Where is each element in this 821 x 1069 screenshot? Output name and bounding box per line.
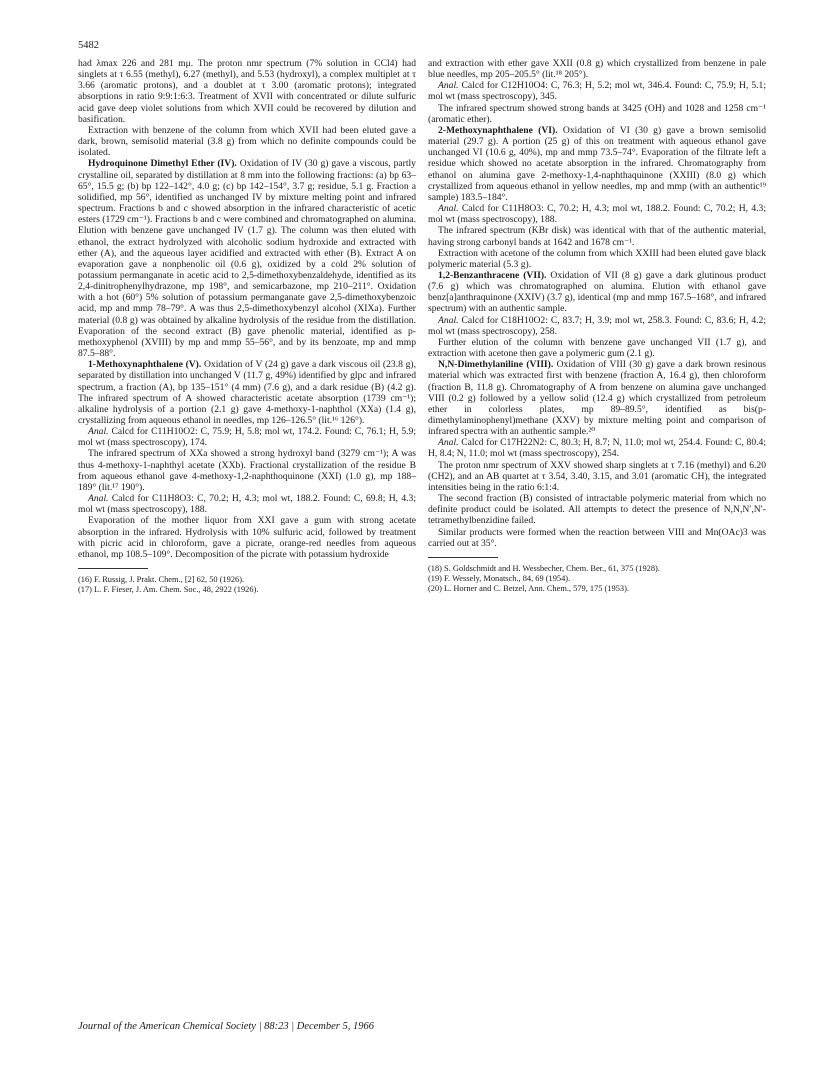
paragraph-text: The infrared spectrum showed strong bands at 3425 (OH) and 1028 and 1258 cm⁻¹ (aromatic ether). (428, 102, 766, 125)
paragraph (428, 437, 766, 459)
paragraph (428, 58, 766, 80)
analysis-label: Anal. (438, 437, 459, 449)
left-column (78, 58, 416, 595)
paragraph-text: Evaporation of the mother liquor from XXI gave a gum with strong acetate absorption in the infrared. Hydrolysis with 10% sulfuric acid, followed by treatment with picric acid in chloroform, gave a picrate, orange-red needles from aqueous ethanol, mp 108.5–109°. Decomposition of the picrate with potassium hydroxide (78, 515, 416, 560)
section-heading: Hydroquinone Dimethyl Ether (IV). (88, 158, 237, 170)
analysis-label: Anal. (438, 314, 459, 326)
analysis-label: Anal. (438, 203, 459, 215)
paragraph (428, 203, 766, 225)
analysis-label: Anal. (88, 426, 109, 438)
footnote-rule (428, 557, 498, 558)
paragraph-text: Oxidation of VI (30 g) gave a brown semisolid material (29.7 g). A portion (25 g) of this on treatment with aqueous ethanol gave unchanged VI (10.6 g, 40%), mp and mmp 73.5–74°. Evaporation of the filtrate left a residue which showed no acetate absorption in the infrared. Chromatography from ethanol on alumina gave 2-methoxy-1,4-naphthaquinone (XXIII) (8.0 g) which crystallized from aqueous ethanol in yellow needles, mp and mmp (with an authentic¹⁹ sample) 183.5–184°. (428, 124, 766, 203)
paragraph-text: Oxidation of VII (8 g) gave a dark glutinous product (7.6 g) which was chromatographed on alumina. Elution with ethanol gave benz[a]anthraquinone (XXIV) (3.7 g), identical (mp and mmp 167.5–168°, and infrared spectrum) with an authentic sample. (428, 269, 766, 315)
paragraph-text: The infrared spectrum of XXa showed a strong hydroxyl band (3279 cm⁻¹); A was thus 4-methoxy-1-naphthyl acetate (XXb). Fractional crystallization of the residue B from aqueous ethanol gave 4-methoxy-1,2-naphthoquinone (XXI) (1.0 g), mp 188–189° (lit.¹⁷ 190°). (78, 448, 416, 493)
section-heading: 1-Methoxynaphthalene (V). (88, 359, 202, 371)
right-body (428, 58, 766, 549)
paragraph (428, 359, 766, 437)
paragraph-text: Calcd for C11H8O3: C, 70.2; H, 4.3; mol wt, 188.2. Found: C, 69.8; H, 4.3; mol wt (mass spectroscopy), 188. (78, 493, 416, 516)
paragraph-text: Further elution of the column with benzene gave unchanged VII (1.7 g), and extraction with acetone then gave a polymeric gum (2.1 g). (428, 336, 766, 360)
right-column (428, 58, 766, 594)
analysis-label: Anal. (88, 493, 109, 505)
left-body (78, 58, 416, 560)
reference-item: (20) L. Horner and C. Betzel, Ann. Chem., 579, 175 (1953). (428, 583, 629, 593)
paragraph-text: Oxidation of VIII (30 g) gave a dark brown resinous material which was extracted first with benzene (fraction A, 16.4 g), then chloroform (fraction B, 11.8 g). Chromatography of A from benzene on alumina gave unchanged VIII (0.2 g) followed by a yellow solid (12.4 g) which crystallized from petroleum ether in colorless plates, mp 89–89.5°, identified as bis(p-dimethylaminophenyl)methane (XXV) by mixture melting point and comparison of infrared spectra with an authentic sample.²⁰ (428, 359, 766, 438)
paragraph-text: Calcd for C18H10O2: C, 83.7; H, 3.9; mol wt, 258.3. Found: C, 83.6; H, 4.2; mol wt (mass spectroscopy), 258. (428, 314, 766, 337)
right-references (428, 564, 766, 594)
paragraph (428, 125, 766, 203)
paragraph-text: Oxidation of V (24 g) gave a dark viscous oil (23.8 g), separated by distillation into unchanged V (11.7 g, 49%) identified by glpc and infrared spectrum, a fraction (A), bp 135–151° (4 mm) (7.6 g), and a dark residue (B) (4.2 g). The infrared spectrum of A showed characteristic acetate absorption (1739 cm⁻¹); alkaline hydrolysis of a portion (2.1 g) gave 4-methoxy-1-naphthol (XXa) (1.4 g), crystallizing from aqueous ethanol in needles, mp 126–126.5° (lit.¹⁶ 126°). (78, 359, 416, 426)
page-number: 5482 (78, 40, 99, 51)
paragraph (428, 248, 766, 270)
paragraph-text: The infrared spectrum (KBr disk) was identical with that of the authentic material, having strong carbonyl bands at 1642 and 1678 cm⁻¹. (428, 225, 766, 248)
paragraph (428, 460, 766, 493)
paragraph-text: and extraction with ether gave XXII (0.8 g) which crystallized from benzene in pale blue needles, mp 205–205.5° (lit.¹⁸ 205°). (428, 58, 766, 81)
paragraph-text: Oxidation of IV (30 g) gave a viscous, partly crystalline oil, separated by distillation at 8 mm into the following fractions: (a) bp 63–65°, 15.5 g; (b) bp 122–142°, 4.0 g; (c) bp 142–154°, 3.7 g; residue, 5.1 g. Fraction a solidified, mp 56°, identified as unchanged IV by mixture melting point and infrared spectrum. Fractions b and c showed absorption in the infrared characteristic of acetic esters (1729 cm⁻¹). Fractions b and c were combined and chromatographed on alumina. Elution with benzene gave unchanged IV (1.7 g). The column was then eluted with ethanol, the extract hydrolyzed with alcoholic sodium hydroxide and extracted with ether (A), and the aqueous layer acidified and extracted with ether (B). Extract A on evaporation gave a nonphenolic oil (0.6 g), oxidized by a cold 2% solution of potassium permanganate in acetic acid to 2,5-dimethoxybenzaldehyde, identified as its 2,4-dinitrophenylhydrazone, mp 198°, and semicarbazone, mp 210–211°. Oxidation with a hot (60°) 5% solution of potassium permanganate gave 2,5-dimethoxybenzoic acid, mp and mmp 78–79°. A was thus 2,5-dimethoxybenzyl alcohol (XIXa). Further material (0.8 g) was obtained by alkaline hydrolysis of the residue from the distillation. Evaporation of the second extract (B) gave phenolic material, identified as p-methoxyphenol (XVIII) by mp and mmp 55–56°, and by its benzoate, mp and mmp 87.5–88°. (78, 158, 416, 360)
paragraph (428, 80, 766, 102)
paragraph-text: Similar products were formed when the reaction between VIII and Mn(OAc)3 was carried out at 35°. (428, 526, 766, 549)
paragraph (78, 359, 416, 426)
reference-item: (19) F. Wessely, Monatsch., 84, 69 (1954). (428, 573, 571, 583)
paragraph (78, 448, 416, 493)
paragraph (78, 125, 416, 158)
paragraph (78, 158, 416, 359)
journal-footer: Journal of the American Chemical Society | 88:23 | December 5, 1966 (78, 1021, 375, 1032)
paragraph (428, 315, 766, 337)
footnote-rule (78, 568, 148, 569)
paragraph (428, 527, 766, 549)
paragraph-text: Calcd for C11H8O3: C, 70.2; H, 4.3; mol wt, 188.2. Found: C, 70.2; H, 4.3; mol wt (mass spectroscopy), 188. (428, 203, 766, 226)
paragraph (428, 103, 766, 125)
reference-item: (17) L. F. Fieser, J. Am. Chem. Soc., 48, 2922 (1926). (78, 585, 259, 595)
analysis-label: Anal. (438, 80, 459, 92)
paragraph-text: The proton nmr spectrum of XXV showed sharp singlets at τ 7.16 (methyl) and 6.20 (CH2), and an AB quartet at τ 3.54, 3.40, 3.15, and 3.01 (aromatic CH), the integrated intensities being in the ratio 6:1:4. (428, 459, 766, 493)
paragraph-text: Extraction with benzene of the column from which XVII had been eluted gave a dark, brown, semisolid material (3.8 g) from which no definite compounds could be isolated. (78, 124, 416, 159)
left-references (78, 575, 416, 595)
paragraph (78, 58, 416, 125)
paragraph-text: Calcd for C11H10O2: C, 75.9; H, 5.8; mol wt, 174.2. Found: C, 76.1; H, 5.9; mol wt (mass spectroscopy), 174. (78, 426, 416, 449)
paragraph-text: Calcd for C12H10O4: C, 76.3; H, 5.2; mol wt, 346.4. Found: C, 75.9; H, 5.1; mol wt (mass spectroscopy), 345. (428, 80, 766, 103)
reference-item: (16) F. Russig, J. Prakt. Chem., [2] 62, 50 (1926). (78, 575, 245, 585)
paragraph (428, 337, 766, 359)
paragraph (428, 225, 766, 247)
paragraph (428, 270, 766, 315)
section-heading: 1,2-Benzanthracene (VII). (438, 269, 547, 281)
paragraph (428, 493, 766, 526)
paragraph (78, 426, 416, 448)
paragraph-text: Extraction with acetone of the column from which XXIII had been eluted gave black polymeric material (5.3 g). (428, 247, 766, 270)
paragraph-text: The second fraction (B) consisted of intractable polymeric material from which no definite product could be isolated. All attempts to detect the presence of N,N,N′,N′-tetramethylbenzidine failed. (428, 493, 766, 527)
paragraph-text: Calcd for C17H22N2: C, 80.3; H, 8.7; N, 11.0; mol wt, 254.4. Found: C, 80.4; H, 8.4; N, 11.0; mol wt (mass spectroscopy), 254. (428, 437, 766, 460)
paragraph (78, 493, 416, 515)
paragraph-text: had λmax 226 and 281 mμ. The proton nmr spectrum (7% solution in CCl4) had singlets at τ 6.55 (methyl), 6.27 (methyl), and 5.53 (hydroxyl), a complex multiplet at τ 3.66 (aromatic protons), and a doublet at τ 3.00 (aromatic protons); integrated absorptions in ratio 9:9:1:6:3. Treatment of XVII with concentrated or dilute sulfuric acid gave deep violet solutions from which XVII could be recovered by dilution and basification. (78, 58, 416, 125)
section-heading: 2-Methoxynaphthalene (VI). (438, 124, 558, 136)
reference-item: (18) S. Goldschmidt and H. Wessbecher, Chem. Ber., 61, 375 (1928). (428, 563, 660, 573)
section-heading: N,N-Dimethylaniline (VIII). (438, 359, 554, 371)
paragraph (78, 515, 416, 560)
